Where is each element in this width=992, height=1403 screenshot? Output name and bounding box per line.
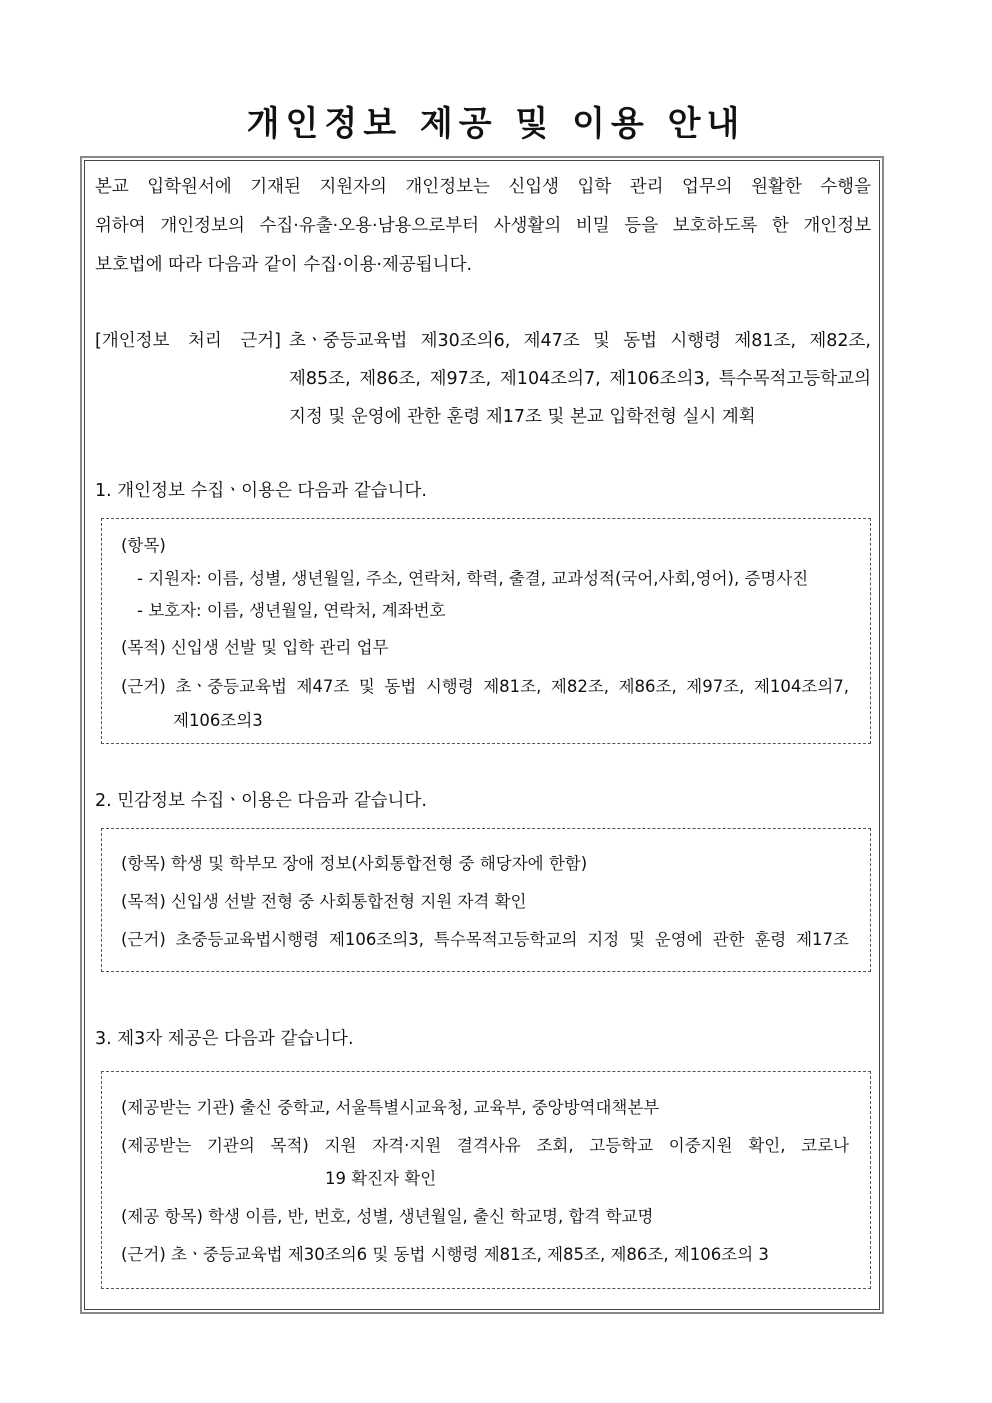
intro-line-3: 보호법에 따라 다음과 같이 수집·이용·제공됩니다. bbox=[95, 255, 473, 275]
section-3-basis: (근거) 초ㆍ중등교육법 제30조의6 및 동법 시행령 제81조, 제85조, 제86조, 제106조의 3 bbox=[121, 1245, 769, 1264]
section-1-heading: 1. 개인정보 수집ㆍ이용은 다음과 같습니다. bbox=[95, 481, 427, 501]
legal-basis-line-3: 지정 및 운영에 관한 훈령 제17조 및 본교 입학전형 실시 계획 bbox=[289, 407, 756, 427]
section-2-purpose: (목적) 신입생 선발 전형 중 사회통합전형 지원 자격 확인 bbox=[121, 892, 527, 911]
intro-line-2: 위하여 개인정보의 수집·유출·오용·남용으로부터 사생활의 비밀 등을 보호하도록 한 개인정보 bbox=[95, 216, 871, 236]
legal-basis-label: [개인정보 처리 근거] bbox=[95, 331, 281, 351]
section-2-items: (항목) 학생 및 학부모 장애 정보(사회통합전형 중 해당자에 한함) bbox=[121, 854, 588, 873]
section-1-applicant: - 지원자: 이름, 성별, 생년월일, 주소, 연락처, 학력, 출결, 교과성적(국어,사회,영어), 증명사진 bbox=[137, 569, 809, 588]
section-3-purpose-line-2: 19 확진자 확인 bbox=[325, 1169, 437, 1188]
section-3-recipients: (제공받는 기관) 출신 중학교, 서울특별시교육청, 교육부, 중앙방역대책본부 bbox=[121, 1098, 660, 1117]
section-2-heading: 2. 민감정보 수집ㆍ이용은 다음과 같습니다. bbox=[95, 791, 427, 811]
section-1-purpose: (목적) 신입생 선발 및 입학 관리 업무 bbox=[121, 638, 389, 657]
section-1-basis-line-1: (근거) 초ㆍ중등교육법 제47조 및 동법 시행령 제81조, 제82조, 제86조, 제97조, 제104조의7, bbox=[121, 677, 849, 696]
intro-line-1: 본교 입학원서에 기재된 지원자의 개인정보는 신입생 입학 관리 업무의 원활한 수행을 bbox=[95, 177, 871, 197]
section-1-items-label: (항목) bbox=[121, 536, 166, 555]
legal-basis-line-1: 초ㆍ중등교육법 제30조의6, 제47조 및 동법 시행령 제81조, 제82조, bbox=[289, 331, 871, 351]
section-1-guardian: - 보호자: 이름, 생년월일, 연락처, 계좌번호 bbox=[137, 601, 446, 620]
page-title: 개인정보 제공 및 이용 안내 bbox=[246, 104, 746, 144]
section-1-basis-line-2: 제106조의3 bbox=[173, 711, 263, 730]
section-3-heading: 3. 제3자 제공은 다음과 같습니다. bbox=[95, 1029, 354, 1049]
section-3-purpose-line-1: (제공받는 기관의 목적) 지원 자격·지원 결격사유 조회, 고등학교 이중지원 확인, 코로나 bbox=[121, 1136, 849, 1155]
legal-basis-line-2: 제85조, 제86조, 제97조, 제104조의7, 제106조의3, 특수목적고등학교의 bbox=[289, 369, 871, 389]
section-2-basis: (근거) 초중등교육법시행령 제106조의3, 특수목적고등학교의 지정 및 운영에 관한 훈령 제17조 bbox=[121, 930, 849, 949]
section-3-items: (제공 항목) 학생 이름, 반, 번호, 성별, 생년월일, 출신 학교명, 합격 학교명 bbox=[121, 1207, 654, 1226]
